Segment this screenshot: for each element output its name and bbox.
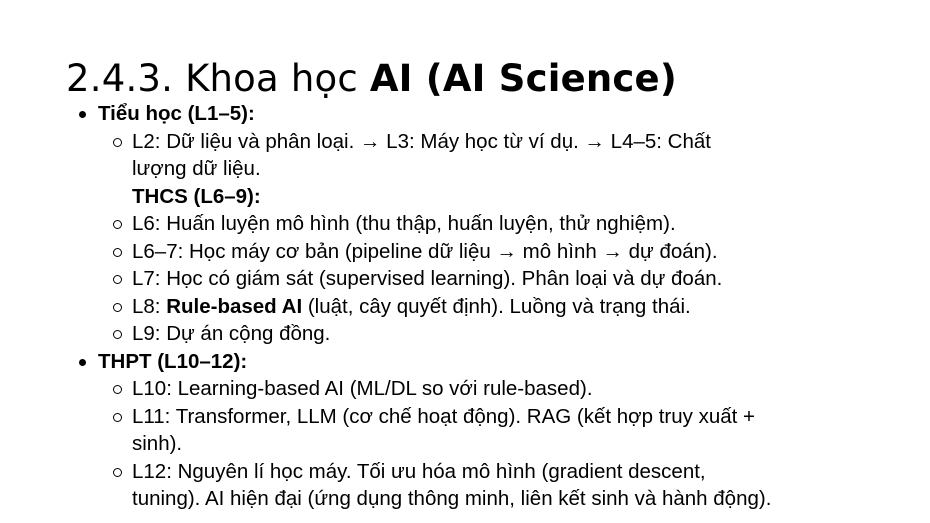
- item-text-post: (luật, cây quyết định). Luồng và trạng thái.: [302, 294, 691, 318]
- list-item: [0, 100, 930, 128]
- item-text: tuning). AI hiện đại (ứng dụng thông minh, liên kết sinh và hành động).: [132, 487, 772, 510]
- item-text: L2: Dữ liệu và phân loại. → L3: Máy học từ ví dụ. → L4–5: Chất: [132, 129, 711, 153]
- list-item: [0, 128, 930, 156]
- bullet-circle-icon: [113, 413, 122, 422]
- list-item: [0, 210, 930, 238]
- bullet-circle-icon: [113, 468, 122, 477]
- list-item: [0, 375, 930, 403]
- bullet-list: [0, 100, 930, 513]
- item-text: L10: Learning-based AI (ML/DL so với rule-based).: [132, 377, 593, 400]
- heading-thpt: THPT (L10–12):: [98, 349, 248, 373]
- list-heading: [0, 183, 930, 211]
- list-item-continuation: [0, 485, 930, 513]
- list-item: [0, 238, 930, 266]
- bullet-dot-icon: [79, 359, 86, 366]
- item-text: L6–7: Học máy cơ bản (pipeline dữ liệu → mô hình → dự đoán).: [132, 239, 718, 263]
- bullet-dot-icon: [79, 111, 86, 118]
- item-text: L7: Học có giám sát (supervised learning). Phân loại và dự đoán.: [132, 267, 723, 290]
- list-item: [0, 293, 930, 321]
- slide-title: [66, 55, 677, 103]
- heading-primary: Tiểu học (L1–5):: [98, 102, 255, 125]
- item-text: lượng dữ liệu.: [132, 157, 261, 180]
- bullet-circle-icon: [113, 275, 122, 284]
- item-text-bold: Rule-based AI: [166, 294, 303, 318]
- item-text: sinh).: [132, 432, 183, 455]
- heading-thcs: THCS (L6–9):: [132, 184, 261, 208]
- item-text-pre: L8:: [132, 294, 167, 318]
- item-text: L6: Huấn luyện mô hình (thu thập, huấn luyện, thử nghiệm).: [132, 212, 676, 235]
- list-item: [0, 458, 930, 486]
- item-text: L12: Nguyên lí học máy. Tối ưu hóa mô hình (gradient descent,: [132, 459, 706, 483]
- list-item: [0, 348, 930, 376]
- bullet-circle-icon: [113, 248, 122, 257]
- bullet-circle-icon: [113, 303, 122, 312]
- bullet-circle-icon: [113, 138, 122, 147]
- bullet-circle-icon: [113, 220, 122, 229]
- content-area: [0, 102, 930, 510]
- item-text: L9: Dự án cộng đồng.: [132, 322, 331, 345]
- list-item: [0, 265, 930, 293]
- list-item: [0, 320, 930, 348]
- bullet-circle-icon: [113, 385, 122, 394]
- bullet-circle-icon: [113, 330, 122, 339]
- item-text: L11: Transformer, LLM (cơ chế hoạt động). RAG (kết hợp truy xuất +: [132, 404, 755, 428]
- title-text: 2.4.3. Khoa học: [66, 57, 370, 100]
- list-item-continuation: [0, 430, 930, 458]
- list-item-continuation: [0, 155, 930, 183]
- list-item: [0, 403, 930, 431]
- title-text-bold: AI (AI Science): [369, 57, 677, 100]
